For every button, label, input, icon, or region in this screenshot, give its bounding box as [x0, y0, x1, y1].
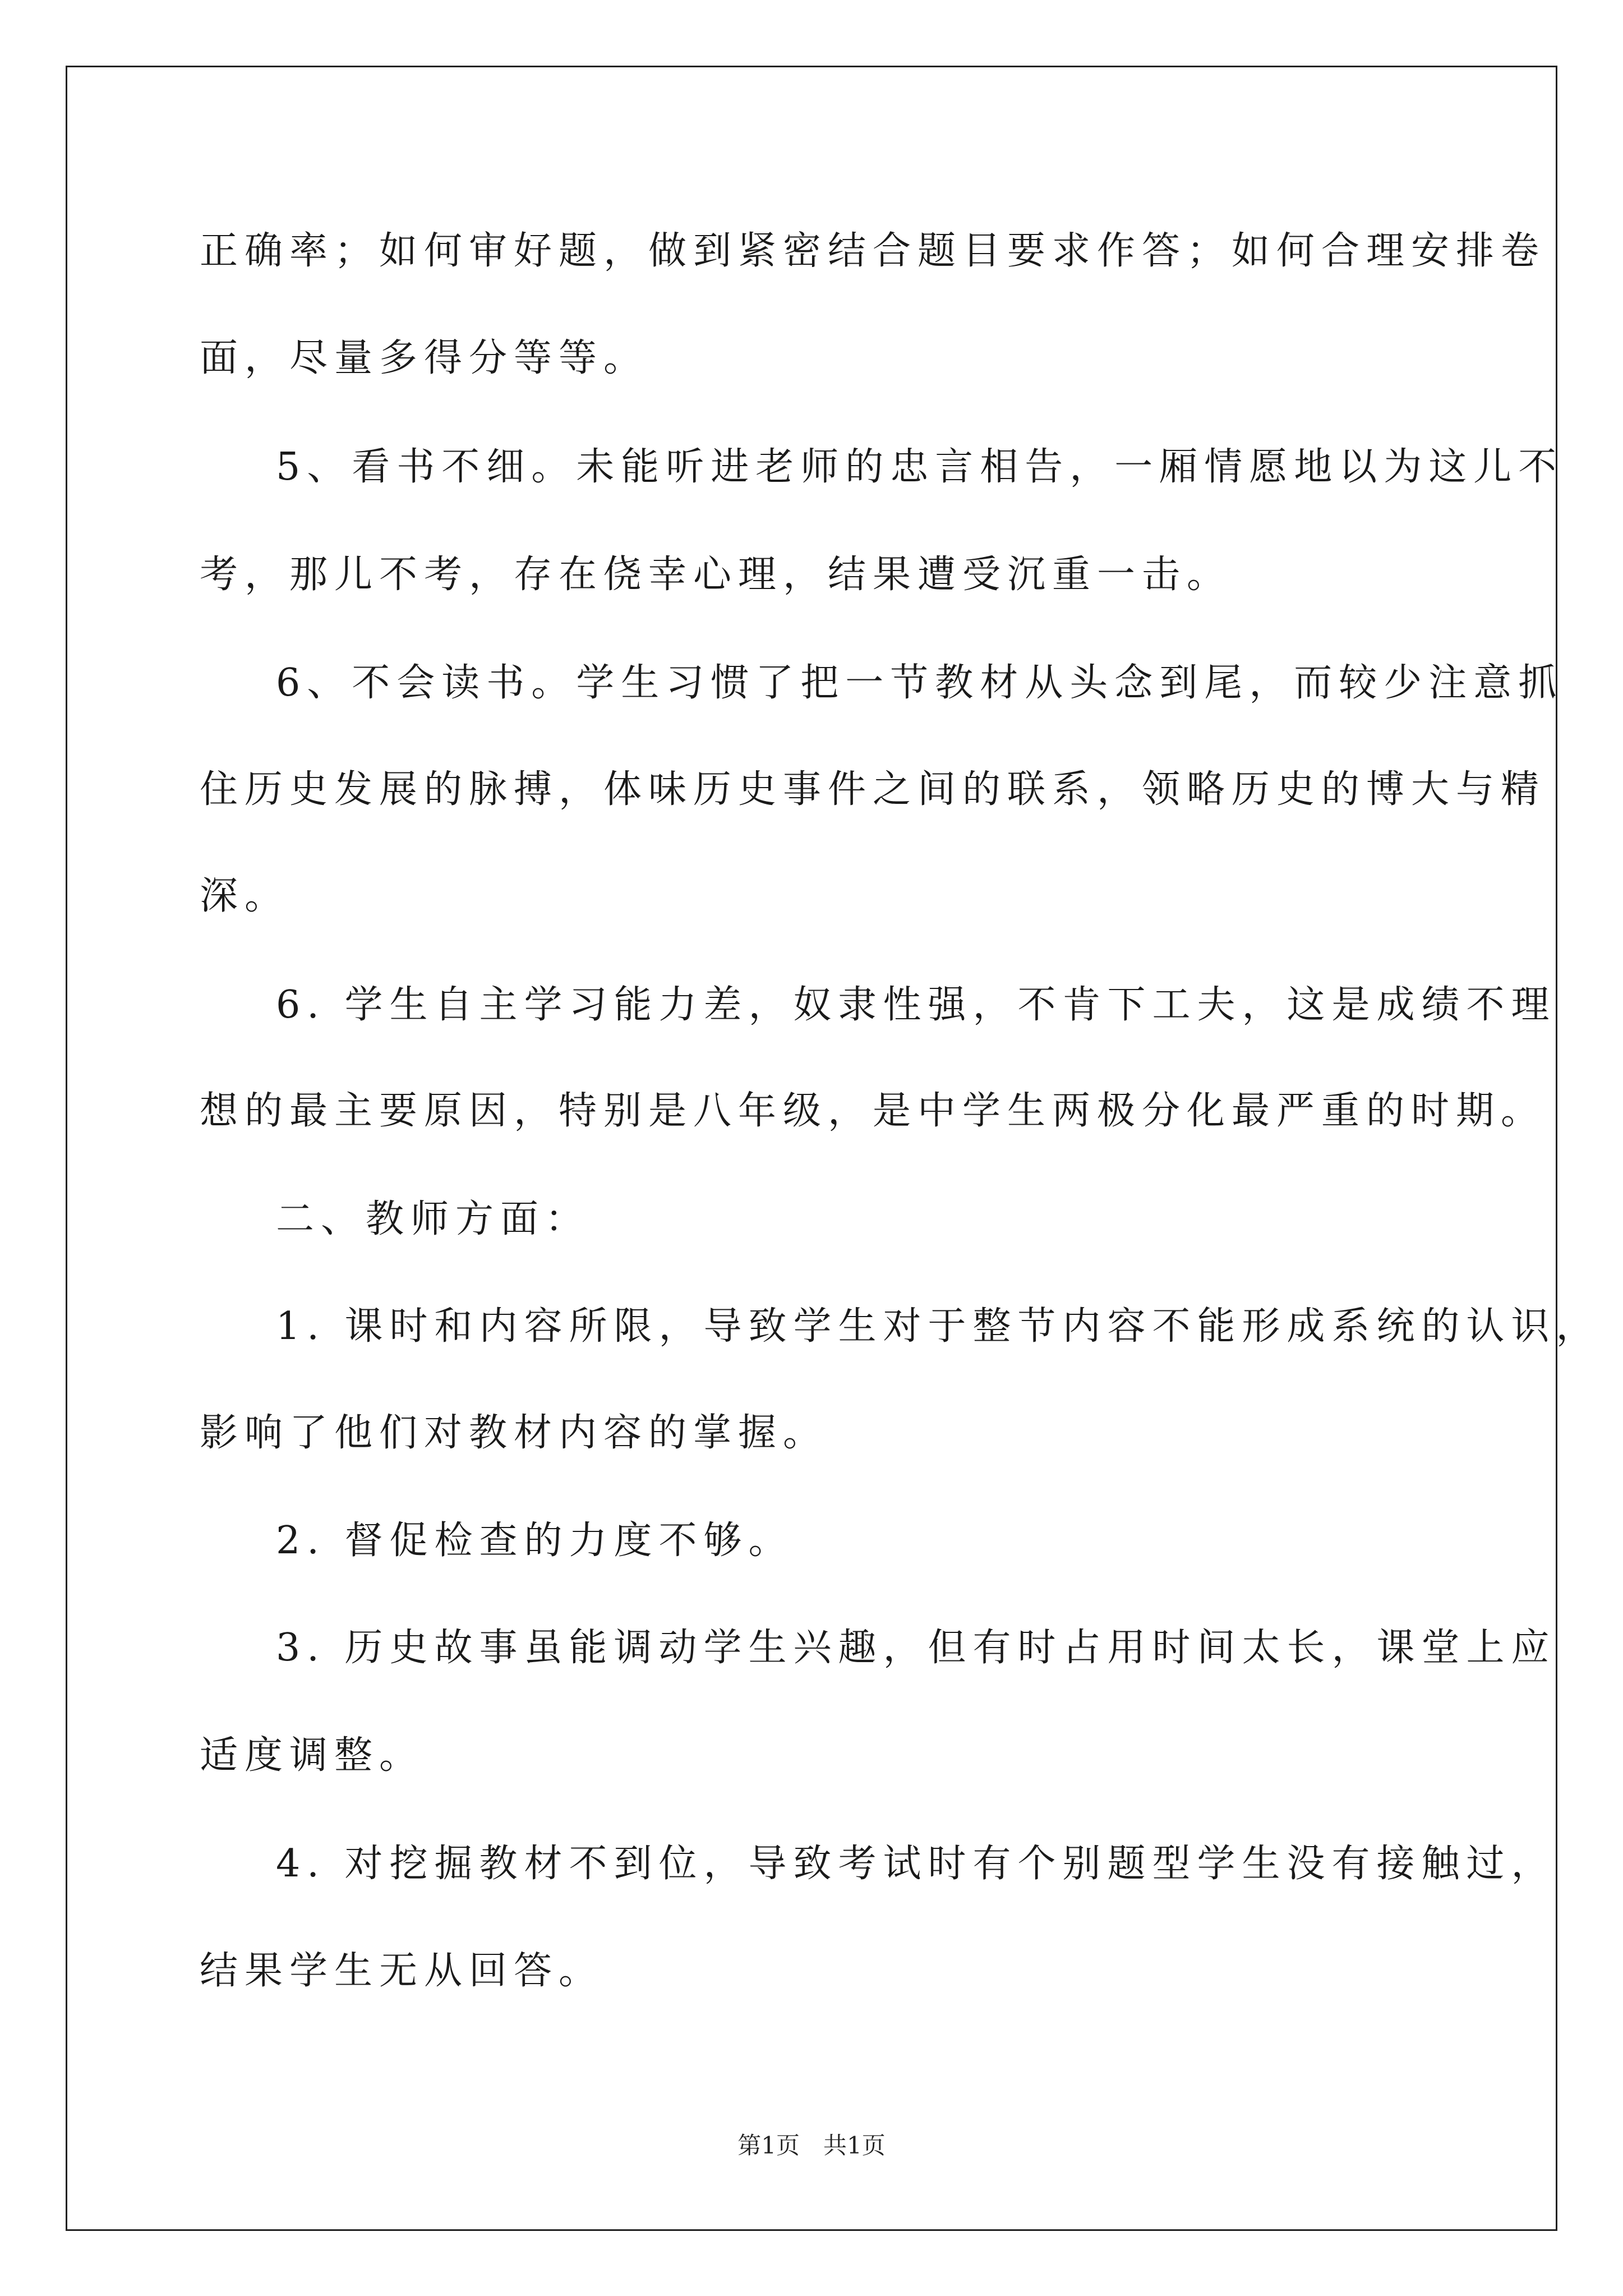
text-line: 3. 历史故事虽能调动学生兴趣，但有时占用时间太长，课堂上应: [276, 1626, 1556, 1670]
text-line: 6、不会读书。学生习惯了把一节教材从头念到尾，而较少注意抓: [276, 661, 1564, 705]
text-line: 2. 督促检查的力度不够。: [276, 1519, 794, 1563]
text-line: 5、看书不细。未能听进老师的忠言相告，一厢情愿地以为这儿不: [276, 445, 1564, 489]
text-line: 面，尽量多得分等等。: [200, 336, 649, 380]
text-line: 想的最主要原因，特别是八年级，是中学生两极分化最严重的时期。: [200, 1089, 1546, 1133]
text-line: 深。: [200, 874, 290, 918]
text-line: 4. 对挖掘教材不到位，导致考试时有个别题型学生没有接触过，: [276, 1842, 1556, 1886]
page-border: [66, 66, 1557, 2231]
text-line: 正确率；如何审好题，做到紧密结合题目要求作答；如何合理安排卷: [200, 229, 1546, 273]
page-footer: 第1页 共1页: [737, 2132, 886, 2159]
text-line: 1. 课时和内容所限，导致学生对于整节内容不能形成系统的认识，: [276, 1304, 1601, 1349]
text-line: 适度调整。: [200, 1733, 425, 1778]
text-line: 考，那儿不考，存在侥幸心理，结果遭受沉重一击。: [200, 553, 1232, 597]
text-line: 6. 学生自主学习能力差，奴隶性强，不肯下工夫，这是成绩不理: [276, 983, 1556, 1027]
text-line: 住历史发展的脉搏，体味历史事件之间的联系，领略历史的博大与精: [200, 767, 1546, 812]
section-heading: 二、教师方面：: [276, 1197, 591, 1241]
text-line: 结果学生无从回答。: [200, 1949, 604, 1993]
text-line: 影响了他们对教材内容的掌握。: [200, 1411, 828, 1455]
